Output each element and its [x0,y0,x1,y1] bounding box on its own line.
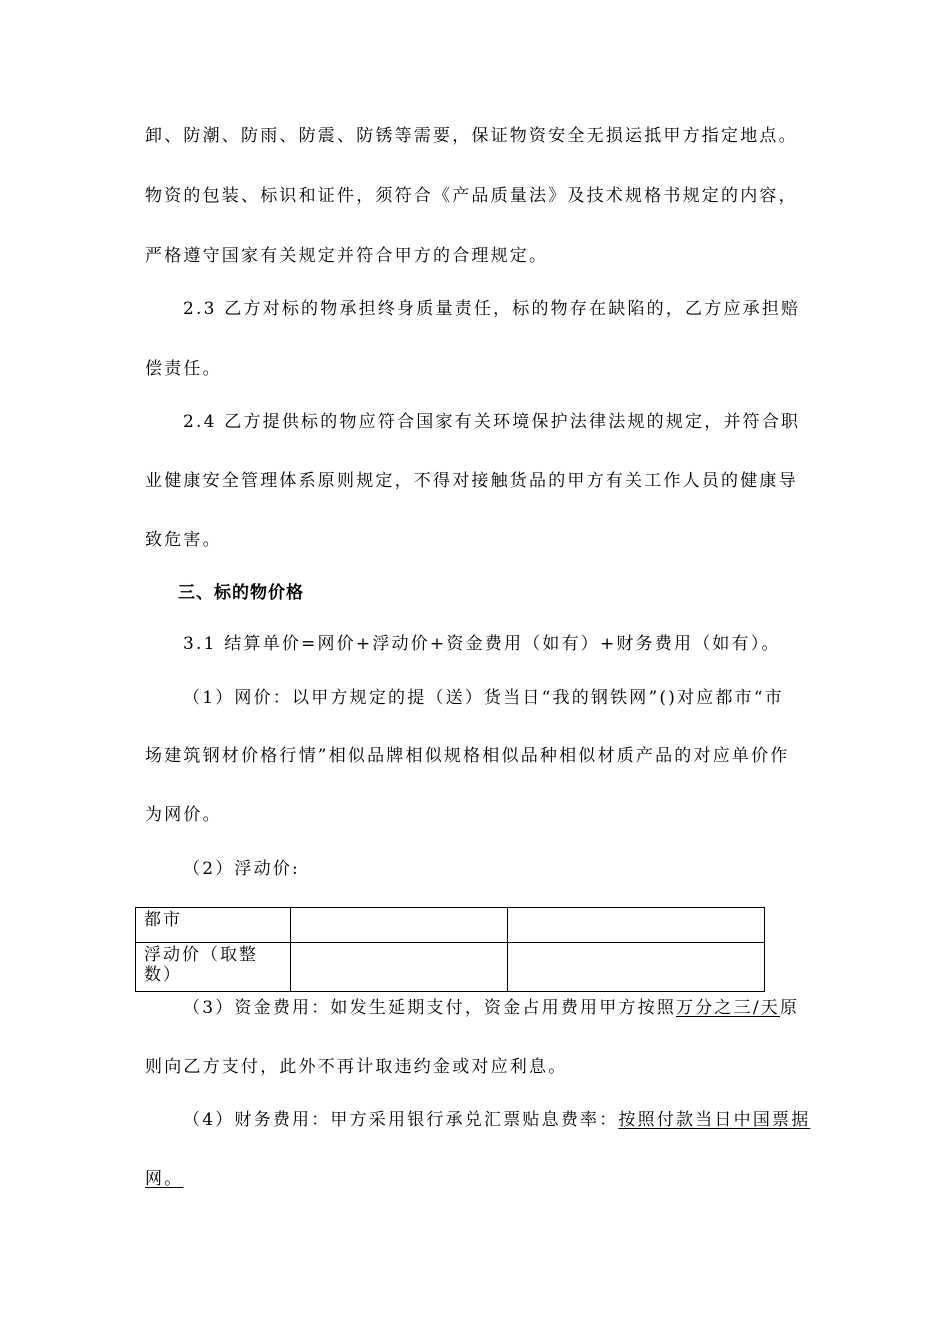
table-cell-empty [508,943,765,992]
finance-cost-rate: 按照付款当日中国票据 [618,1110,811,1130]
paragraph-line: 卸、防潮、防雨、防震、防锈等需要，保证物资安全无损运抵甲方指定地点。 [145,126,798,146]
float-price-table [135,907,765,992]
fund-cost-line: 则向乙方支付，此外不再计取违约金或对应利息。 [145,1057,568,1077]
clause-2-4-line: 2.4 乙方提供标的物应符合国家有关环境保护法律法规的规定，并符合职 [183,412,801,432]
table-cell-empty [291,908,508,943]
clause-2-3-line: 偿责任。 [145,359,222,379]
clause-2-4-line: 业健康安全管理体系原则规定，不得对接触货品的甲方有关工作人员的健康导 [145,471,798,491]
fund-cost-text: （3）资金费用：如发生延期支付，资金占用费用甲方按照 [183,998,677,1018]
table-row [136,908,765,943]
table-cell-label: 浮动价（取整数） [136,943,291,992]
float-price-label: （2）浮动价: [183,859,300,879]
paragraph-line: 严格遵守国家有关规定并符合甲方的合理规定。 [145,246,549,266]
table-row [136,943,765,992]
net-price-line: （1）网价：以甲方规定的提（送）货当日“我的钢铁网”()对应都市“市 [183,688,784,708]
fund-cost-text: 原 [779,998,800,1018]
clause-2-4-line: 致危害。 [145,530,222,550]
finance-cost-rate: 网。 [145,1169,184,1189]
finance-cost-text: （4）财务费用：甲方采用银行承兑汇票贴息费率： [183,1110,619,1130]
table-cell-empty [291,943,508,992]
finance-cost-line [145,1169,183,1189]
section-heading: 三、标的物价格 [178,583,304,603]
table-cell-empty [508,908,765,943]
clause-3-1-line: 3.1 结算单价=网价+浮动价+资金费用（如有）+财务费用（如有）。 [183,634,781,654]
clause-2-3-line: 2.3 乙方对标的物承担终身质量责任，标的物存在缺陷的，乙方应承担赔 [183,299,801,319]
net-price-line: 为网价。 [145,805,222,825]
fund-cost-line [183,998,799,1018]
finance-cost-line [183,1110,810,1130]
fund-cost-rate: 万分之三/天 [676,998,780,1018]
table-cell-label: 都市 [136,908,291,943]
paragraph-line: 物资的包装、标识和证件，须符合《产品质量法》及技术规格书规定的内容， [145,186,798,206]
net-price-line: 场建筑钢材价格行情”相似品牌相似规格相似品种相似材质产品的对应单价作 [145,746,790,766]
